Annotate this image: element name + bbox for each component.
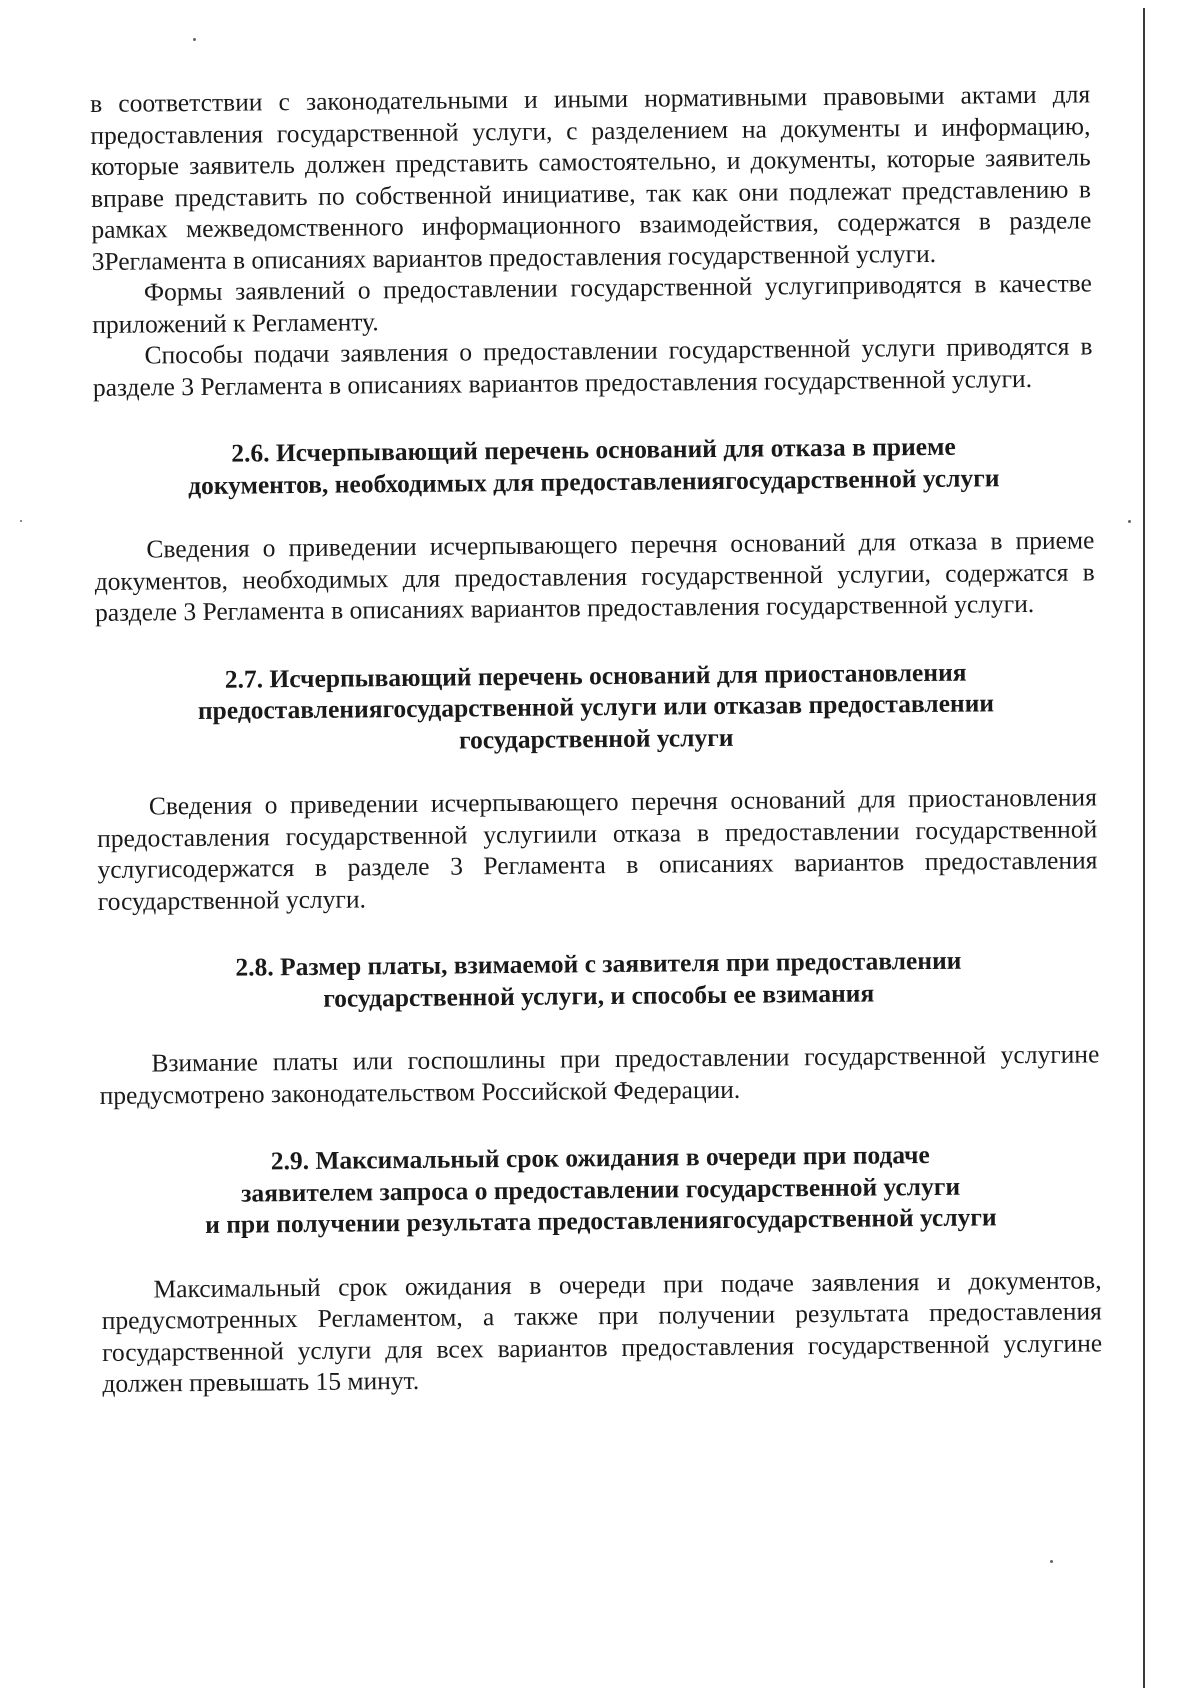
intro-paragraph: в соответствии с законодательными и иными нормативными правовыми актами для предоставления государственной услуги, с разделением на документы и информацию, которые заявитель должен представить самостоятельно, и документы, которые заявитель вправе представить по собственной инициативе, так как они подлежат представлению в рамках межведомственного информационного взаимодействия, содержатся в разделе 3Регламента в описаниях вариантов предоставления государственной услуги. bbox=[90, 79, 1092, 276]
heading-line: 2.8. Размер платы, взимаемой с заявителя при предоставлении bbox=[235, 945, 962, 982]
section-heading-2-9 bbox=[100, 1137, 1101, 1241]
page-edge-line bbox=[1143, 8, 1145, 1688]
section-heading-2-8 bbox=[98, 943, 1099, 1016]
section-body-2-7: Сведения о приведении исчерпывающего перечня оснований для приостановления предоставления государственной услугиили отказа в предоставлении государственной услугисодержатся в разделе 3 Регламента в описаниях вариантов предоставления государственной услуги. bbox=[97, 782, 1098, 916]
heading-line: государственной услуги, и способы ее взимания bbox=[323, 978, 875, 1013]
scan-speck bbox=[1050, 1560, 1053, 1563]
heading-line: предоставлениягосударственной услуги или отказав предоставлении bbox=[197, 688, 995, 725]
heading-line: заявителем запроса о предоставлении государственной услуги bbox=[240, 1171, 961, 1208]
intro-paragraph: Формы заявлений о предоставлении государственной услугиприводятся в качестве приложений к Регламенту. bbox=[92, 268, 1093, 339]
heading-line: 2.9. Максимальный срок ожидания в очереди при подаче bbox=[270, 1139, 930, 1176]
section-heading-2-6 bbox=[93, 429, 1094, 502]
section-heading-2-7 bbox=[96, 655, 1097, 759]
heading-line: документов, необходимых для предоставлениягосударственной услуги bbox=[187, 462, 1000, 500]
intro-paragraph: Способы подачи заявления о предоставлении государственной услуги приводятся в разделе 3 Регламента в описаниях вариантов предоставления государственной услуги. bbox=[92, 331, 1093, 402]
heading-line: государственной услуги bbox=[458, 722, 734, 754]
section-body-2-9: Максимальный срок ожидания в очереди при подаче заявления и документов, предусмотренных Регламентом, а также при получении результата предоставления государственной услуги для всех вариантов предоставления государственной услугине должен превышать 15 минут. bbox=[101, 1264, 1103, 1398]
scan-speck bbox=[193, 38, 196, 41]
heading-line: 2.7. Исчерпывающий перечень оснований для приостановления bbox=[224, 657, 967, 694]
heading-line: 2.6. Исчерпывающий перечень оснований для отказа в приеме bbox=[231, 431, 956, 468]
document-body bbox=[90, 78, 1103, 1399]
heading-line: и при получении результата предоставлениягосударственной услуги bbox=[205, 1202, 997, 1239]
section-body-2-6: Сведения о приведении исчерпывающего перечня оснований для отказа в приеме документов, необходимых для предоставления государственной услугии, содержатся в разделе 3 Регламента в описаниях вариантов предоставления государственной услуги. bbox=[94, 525, 1095, 627]
section-body-2-8: Взимание платы или госпошлины при предоставлении государственной услугине предусмотрено законодательством Российской Федерации. bbox=[99, 1039, 1100, 1110]
scan-speck bbox=[1128, 520, 1131, 523]
scan-speck bbox=[20, 520, 22, 522]
